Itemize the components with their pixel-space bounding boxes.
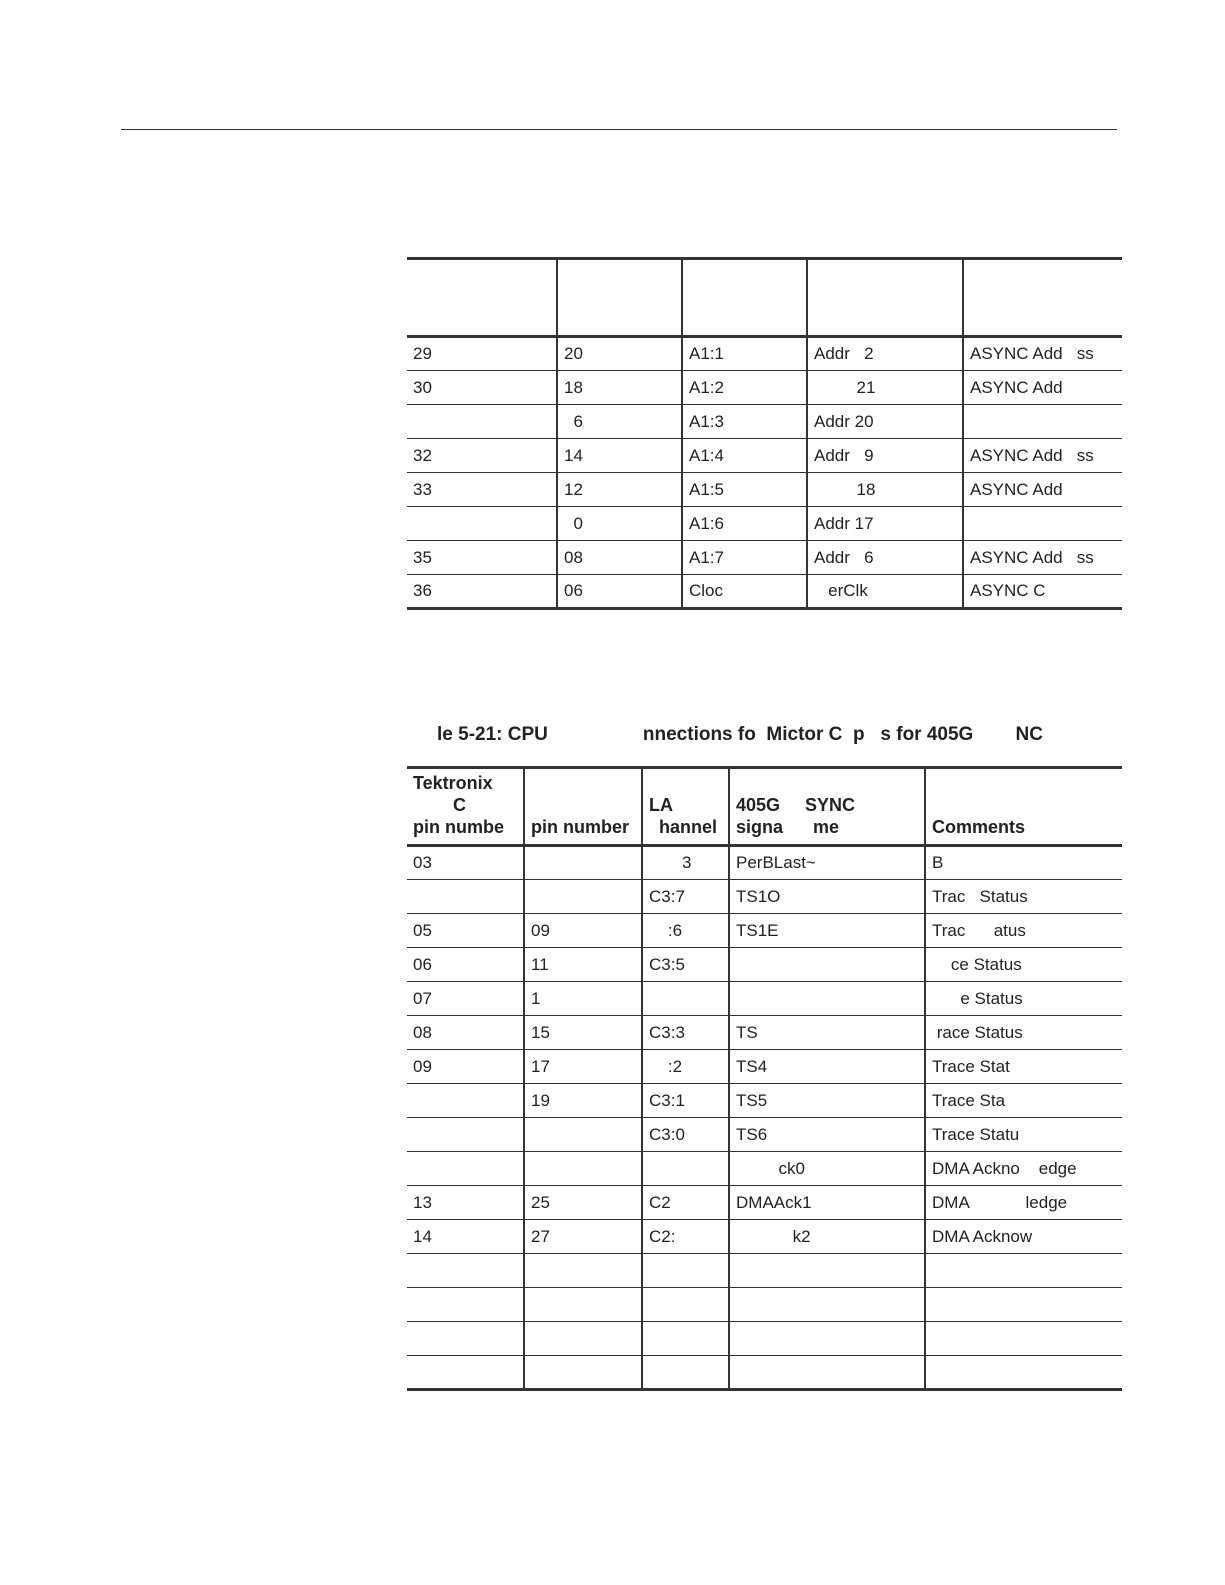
table-cell (524, 1288, 642, 1322)
table-cell (524, 1152, 642, 1186)
table-cell (729, 1322, 925, 1356)
table-cell: 32 (407, 439, 557, 473)
column-header: LA hannel (642, 768, 729, 846)
table-cell: DMA Ackno edge (925, 1152, 1122, 1186)
table-cell (729, 1288, 925, 1322)
table-cell (524, 1118, 642, 1152)
table-cell: 27 (524, 1220, 642, 1254)
table-cell: 19 (524, 1084, 642, 1118)
table-cell: Cloc (682, 575, 807, 609)
column-header: 405G SYNC signa me (729, 768, 925, 846)
column-header (807, 259, 963, 337)
table-cell (925, 1288, 1122, 1322)
table-cell: Trac Status (925, 880, 1122, 914)
table-cell (407, 1356, 524, 1390)
pin-connections-table-continued (407, 257, 1122, 610)
table-cell: DMA ledge (925, 1186, 1122, 1220)
table-cell: 06 (407, 948, 524, 982)
table-cell: Trac atus (925, 914, 1122, 948)
table-cell: 30 (407, 371, 557, 405)
table-row (407, 1050, 1122, 1084)
table-header-row (407, 259, 1122, 337)
table-cell: C3:7 (642, 880, 729, 914)
table-cell: DMAAck1 (729, 1186, 925, 1220)
table-cell: TS1E (729, 914, 925, 948)
table-cell: ASYNC Add (963, 371, 1122, 405)
table-cell: 21 (807, 371, 963, 405)
table-cell: C2: (642, 1220, 729, 1254)
table-cell: Addr 17 (807, 507, 963, 541)
column-header: Comments (925, 768, 1122, 846)
table-row (407, 1356, 1122, 1390)
table-cell: ASYNC C (963, 575, 1122, 609)
table-row (407, 880, 1122, 914)
page-top-rule (121, 129, 1117, 130)
table-cell: A1:4 (682, 439, 807, 473)
table-row (407, 846, 1122, 880)
table-cell: C3:1 (642, 1084, 729, 1118)
table-cell: A1:7 (682, 541, 807, 575)
table-cell: 15 (524, 1016, 642, 1050)
table-cell (407, 1084, 524, 1118)
table-cell: 07 (407, 982, 524, 1016)
table-row (407, 507, 1122, 541)
table-cell (642, 982, 729, 1016)
table-row (407, 1220, 1122, 1254)
table-cell (642, 1254, 729, 1288)
table-cell: Addr 9 (807, 439, 963, 473)
table-cell: Addr 6 (807, 541, 963, 575)
column-header (557, 259, 682, 337)
table-cell (642, 1288, 729, 1322)
table-cell (407, 405, 557, 439)
table-cell: A1:1 (682, 337, 807, 371)
table-cell: C3:3 (642, 1016, 729, 1050)
column-header: pin number (524, 768, 642, 846)
table-row (407, 1322, 1122, 1356)
table-cell: 33 (407, 473, 557, 507)
table-row (407, 439, 1122, 473)
table-cell: ck0 (729, 1152, 925, 1186)
table-row (407, 948, 1122, 982)
table-cell: erClk (807, 575, 963, 609)
table-cell: 13 (407, 1186, 524, 1220)
table-cell: Addr 2 (807, 337, 963, 371)
table-cell: 09 (524, 914, 642, 948)
table-cell: Trace Sta (925, 1084, 1122, 1118)
table-cell: 12 (557, 473, 682, 507)
table-cell (963, 507, 1122, 541)
table-cell (407, 1118, 524, 1152)
table-cell: 1 (524, 982, 642, 1016)
table-cell: 3 (642, 846, 729, 880)
table-cell (407, 1254, 524, 1288)
table-cell: 14 (407, 1220, 524, 1254)
table-cell: 03 (413, 853, 432, 872)
table-cell (642, 1322, 729, 1356)
column-header (682, 259, 807, 337)
table-cell: TS4 (729, 1050, 925, 1084)
table-cell: 11 (524, 948, 642, 982)
table-cell: C3:5 (642, 948, 729, 982)
table-row (407, 473, 1122, 507)
table-cell: 09 (407, 1050, 524, 1084)
table-cell (963, 405, 1122, 439)
table-row (407, 1152, 1122, 1186)
table-cell: 20 (557, 337, 682, 371)
table-cell: :6 (642, 914, 729, 948)
table-cell: PerBLast~ (729, 846, 925, 880)
table-cell: A1:6 (682, 507, 807, 541)
cpu-mictor-connections-table (407, 766, 1122, 1391)
table-cell (729, 982, 925, 1016)
table-cell: Addr 20 (807, 405, 963, 439)
table-cell: 6 (557, 405, 682, 439)
table-cell: :2 (642, 1050, 729, 1084)
table-cell: B (925, 846, 1122, 880)
table-header-row (407, 768, 1122, 846)
table-row (407, 1186, 1122, 1220)
table-cell: A1:3 (682, 405, 807, 439)
table-cell: 0 (557, 507, 682, 541)
table-cell (407, 880, 524, 914)
table-cell: ASYNC Add ss (963, 439, 1122, 473)
table-cell: A1:2 (682, 371, 807, 405)
table-cell: TS (729, 1016, 925, 1050)
table-row (407, 1118, 1122, 1152)
table-row (407, 541, 1122, 575)
table-cell (407, 1288, 524, 1322)
table-cell: 25 (524, 1186, 642, 1220)
table-cell: 18 (807, 473, 963, 507)
table-row (407, 405, 1122, 439)
table-row (407, 371, 1122, 405)
table-cell (407, 507, 557, 541)
table-cell (524, 1356, 642, 1390)
table-cell: ASYNC Add (963, 473, 1122, 507)
table-cell: 08 (557, 541, 682, 575)
table-cell: C3:0 (642, 1118, 729, 1152)
table-cell (524, 846, 642, 880)
table-cell: TS5 (729, 1084, 925, 1118)
table-cell (407, 1322, 524, 1356)
table-cell: 36 (407, 575, 557, 609)
table-cell: ce Status (925, 948, 1122, 982)
table-cell (524, 880, 642, 914)
table-cell: race Status (925, 1016, 1122, 1050)
table-cell: C2 (642, 1186, 729, 1220)
column-header (407, 259, 557, 337)
table-row (407, 337, 1122, 371)
table-row (407, 914, 1122, 948)
table-row (407, 1288, 1122, 1322)
table-cell: 05 (407, 914, 524, 948)
table-cell (524, 1322, 642, 1356)
table-caption: le 5-21: CPU nnections fo Mictor C p s for 405G NC (437, 724, 1043, 745)
table-row (407, 982, 1122, 1016)
table-cell (925, 1254, 1122, 1288)
table-cell: 06 (557, 575, 682, 609)
table-cell: 18 (557, 371, 682, 405)
table-cell: 35 (407, 541, 557, 575)
table-cell (524, 1254, 642, 1288)
table-cell: 29 (413, 344, 432, 363)
table-row (407, 1084, 1122, 1118)
table-cell (729, 1356, 925, 1390)
table-cell: TS6 (729, 1118, 925, 1152)
table-cell: Trace Stat (925, 1050, 1122, 1084)
table-row (407, 1254, 1122, 1288)
table-cell: A1:5 (682, 473, 807, 507)
table-cell: k2 (729, 1220, 925, 1254)
column-header: Tektronix C pin numbe (407, 768, 524, 846)
table-cell (642, 1152, 729, 1186)
table-row (407, 575, 1122, 609)
table-cell: e Status (925, 982, 1122, 1016)
table-cell: 08 (407, 1016, 524, 1050)
table-cell (729, 948, 925, 982)
table-cell: 17 (524, 1050, 642, 1084)
column-header (963, 259, 1122, 337)
table-cell (925, 1322, 1122, 1356)
table-cell: 14 (557, 439, 682, 473)
table-cell: DMA Acknow (925, 1220, 1122, 1254)
table-cell (407, 1152, 524, 1186)
table-cell (925, 1356, 1122, 1390)
table-cell (642, 1356, 729, 1390)
table-cell: Trace Statu (925, 1118, 1122, 1152)
table-cell: ASYNC Add ss (963, 541, 1122, 575)
table-cell: ASYNC Add ss (963, 337, 1122, 371)
table-row (407, 1016, 1122, 1050)
table-cell: TS1O (729, 880, 925, 914)
table-cell (729, 1254, 925, 1288)
